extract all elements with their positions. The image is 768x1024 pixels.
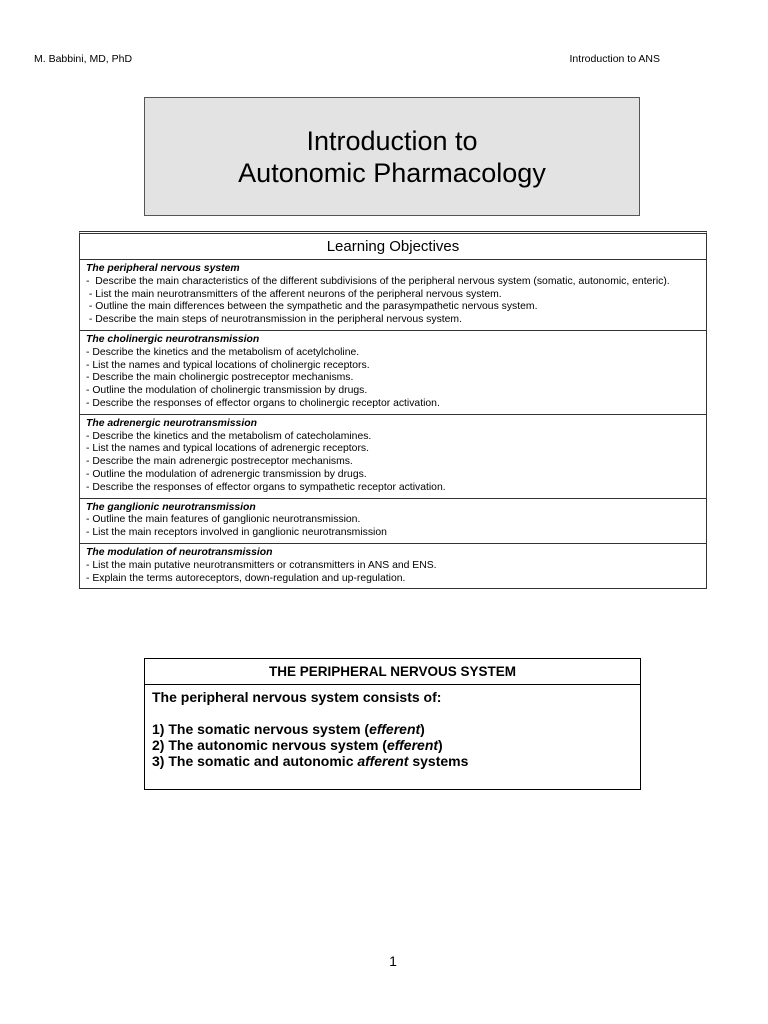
objective-item: - List the names and typical locations of adrenergic receptors. — [86, 443, 370, 455]
objective-item: - List the main neurotransmitters of the afferent neurons of the peripheral nervous system. — [86, 288, 502, 300]
section-title: The adrenergic neurotransmission — [86, 417, 257, 429]
objective-item: - Describe the main adrenergic postreceptor mechanisms. — [86, 456, 353, 468]
pns-item-prefix: 3) The somatic and autonomic — [152, 753, 358, 769]
title-line-2: Autonomic Pharmacology — [238, 157, 546, 188]
pns-item-suffix: ) — [420, 721, 425, 737]
objective-section — [80, 544, 706, 588]
header-doc-title: Introduction to ANS — [569, 53, 660, 65]
learning-objectives-table — [79, 231, 707, 589]
learning-objectives-heading: Learning Objectives — [80, 234, 706, 260]
objective-item: - List the main receptors involved in ganglionic neurotransmission — [86, 527, 387, 539]
pns-item — [152, 753, 633, 769]
pns-item — [152, 721, 633, 737]
section-title: The modulation of neurotransmission — [86, 546, 273, 558]
objective-item: - Describe the kinetics and the metabolism of acetylcholine. — [86, 346, 360, 358]
objective-item: - Outline the modulation of adrenergic transmission by drugs. — [86, 468, 367, 480]
objective-item: - Explain the terms autoreceptors, down-regulation and up-regulation. — [86, 572, 406, 584]
objective-item: - Outline the main differences between the sympathetic and the parasympathetic nervous system. — [86, 301, 538, 313]
pns-item-prefix: 1) The somatic nervous system ( — [152, 721, 370, 737]
pns-item — [152, 737, 633, 753]
pns-item-emphasis: efferent — [369, 721, 421, 737]
pns-item-emphasis: afferent — [357, 753, 409, 769]
objective-item: - Outline the main features of ganglionic neurotransmission. — [86, 514, 361, 526]
pns-intro: The peripheral nervous system consists of: — [152, 689, 442, 705]
header-author: M. Babbini, MD, PhD — [34, 53, 133, 65]
objective-item: - Describe the responses of effector organs to cholinergic receptor activation. — [86, 397, 440, 409]
section-title: The ganglionic neurotransmission — [86, 501, 256, 513]
objective-item: - Describe the main cholinergic postreceptor mechanisms. — [86, 372, 354, 384]
objective-item: - Describe the kinetics and the metabolism of catecholamines. — [86, 430, 372, 442]
pns-header: THE PERIPHERAL NERVOUS SYSTEM — [145, 659, 640, 685]
title-box — [144, 97, 640, 216]
objective-section — [80, 260, 706, 331]
objective-section — [80, 415, 706, 499]
pns-body — [145, 685, 640, 773]
objective-item: - Describe the main steps of neurotransmission in the peripheral nervous system. — [86, 314, 462, 326]
pns-item-prefix: 2) The autonomic nervous system ( — [152, 737, 387, 753]
page-number: 1 — [389, 953, 397, 969]
objective-item: - Describe the responses of effector organs to sympathetic receptor activation. — [86, 481, 446, 493]
pns-item-emphasis: efferent — [386, 737, 439, 753]
peripheral-nervous-system-box — [144, 658, 641, 790]
section-title: The peripheral nervous system — [86, 263, 240, 274]
objective-section — [80, 331, 706, 415]
title-line-1: Introduction to — [306, 125, 478, 156]
objective-section — [80, 499, 706, 544]
pns-item-suffix: systems — [408, 753, 469, 769]
section-title: The cholinergic neurotransmission — [86, 333, 260, 345]
objective-item: - List the names and typical locations of cholinergic receptors. — [86, 359, 370, 371]
objective-item: - Outline the modulation of cholinergic transmission by drugs. — [86, 385, 368, 397]
objective-item: - List the main putative neurotransmitters or cotransmitters in ANS and ENS. — [86, 559, 437, 571]
objective-item: - Describe the main characteristics of the different subdivisions of the peripheral nervous system (somatic, autonomic, enteric). — [86, 275, 670, 287]
pns-item-suffix: ) — [438, 737, 443, 753]
